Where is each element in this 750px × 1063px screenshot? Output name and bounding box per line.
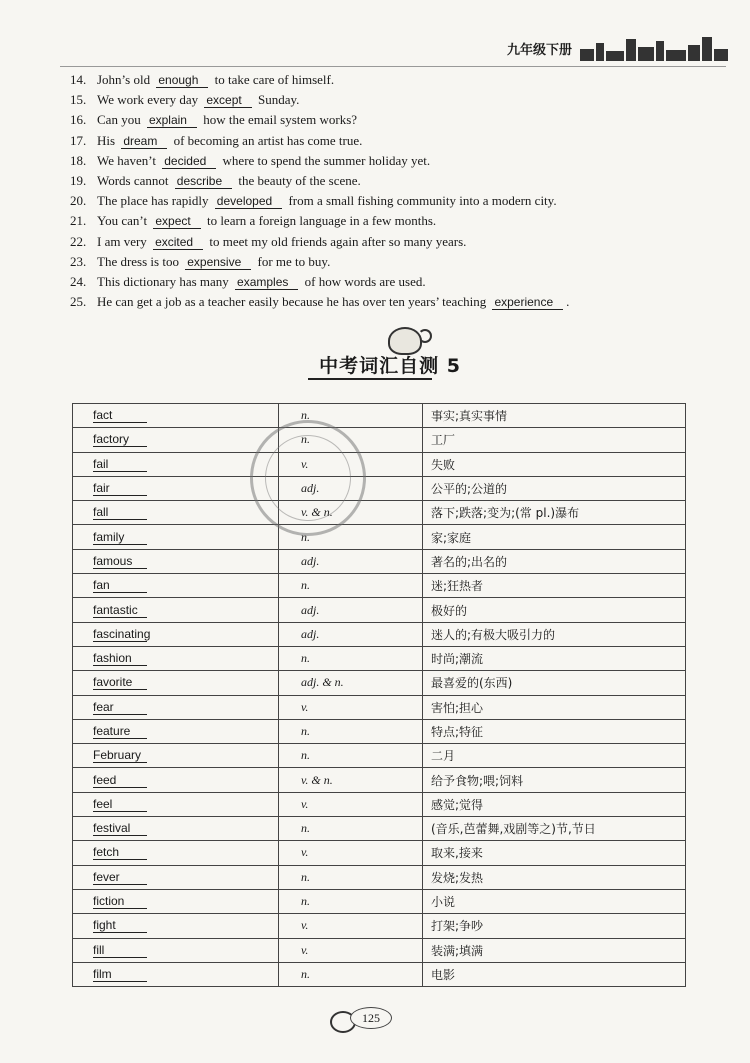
part-of-speech: v. & n. xyxy=(301,772,333,787)
word-cell xyxy=(73,938,279,962)
meaning-cell xyxy=(423,476,686,500)
exercise-sentences xyxy=(70,70,710,312)
word-cell xyxy=(73,452,279,476)
part-of-speech: n. xyxy=(301,651,310,666)
exercise-sentence xyxy=(70,131,710,151)
sentence-number: 22. xyxy=(70,233,87,249)
vocab-table xyxy=(72,403,686,987)
sentence-text: to learn a foreign language in a few months. xyxy=(203,213,437,229)
word-answer: fetch xyxy=(93,845,147,860)
pos-cell xyxy=(279,574,423,598)
sentence-number: 23. xyxy=(70,253,87,269)
answer-blank: describe xyxy=(175,174,232,189)
section-title: 中考词汇自测 5 xyxy=(319,355,461,377)
word-cell xyxy=(73,719,279,743)
sentence-text: This dictionary has many xyxy=(97,273,233,289)
table-row xyxy=(73,962,686,986)
meaning-cell xyxy=(423,501,686,525)
answer-blank: explain xyxy=(147,113,197,128)
word-cell xyxy=(73,671,279,695)
table-row xyxy=(73,501,686,525)
answer-blank: decided xyxy=(162,154,216,169)
sentence-number: 21. xyxy=(70,213,87,229)
exercise-sentence xyxy=(70,232,710,252)
part-of-speech: v. xyxy=(301,456,309,471)
meaning-cell xyxy=(423,865,686,889)
meaning-text: (音乐,芭蕾舞,戏剧等之)节,节日 xyxy=(431,822,596,837)
meaning-cell xyxy=(423,622,686,646)
exercise-sentence xyxy=(70,171,710,191)
word-cell xyxy=(73,549,279,573)
meaning-text: 电影 xyxy=(431,967,456,982)
page-footer xyxy=(0,1003,750,1033)
meaning-text: 迷人的;有极大吸引力的 xyxy=(431,627,556,642)
sentence-number: 24. xyxy=(70,273,87,289)
table-row xyxy=(73,889,686,913)
pos-cell xyxy=(279,865,423,889)
sentence-number: 14. xyxy=(70,72,87,87)
meaning-cell xyxy=(423,549,686,573)
meaning-text: 害怕;担心 xyxy=(431,700,484,715)
exercise-sentence xyxy=(70,70,710,90)
header-rule xyxy=(60,66,726,67)
word-answer: fact xyxy=(93,408,147,423)
sentence-text: of how words are used. xyxy=(301,273,426,289)
word-answer: fall xyxy=(93,505,147,520)
sentence-text: Words cannot xyxy=(97,172,172,188)
meaning-text: 工厂 xyxy=(431,433,456,448)
sentence-number: 16. xyxy=(70,112,87,128)
answer-blank: developed xyxy=(215,194,282,209)
pos-cell xyxy=(279,671,423,695)
part-of-speech: v. xyxy=(301,942,309,957)
sentence-text: of becoming an artist has come true. xyxy=(170,132,363,148)
part-of-speech: adj. xyxy=(301,553,320,568)
page-number: 125 xyxy=(350,1007,392,1029)
part-of-speech: n. xyxy=(301,578,310,593)
sentence-number: 18. xyxy=(70,152,87,168)
meaning-text: 最喜爱的(东西) xyxy=(431,676,513,691)
word-answer: festival xyxy=(93,821,147,836)
table-row xyxy=(73,719,686,743)
sentence-text: to take care of himself. xyxy=(211,72,335,87)
section-header xyxy=(0,325,750,385)
sentence-number: 17. xyxy=(70,132,87,148)
meaning-cell xyxy=(423,719,686,743)
meaning-text: 特点;特征 xyxy=(431,725,484,739)
word-answer: fan xyxy=(93,578,147,593)
meaning-text: 家;家庭 xyxy=(431,530,472,545)
part-of-speech: n. xyxy=(301,408,310,423)
sentence-text: Sunday. xyxy=(254,92,300,108)
word-answer: famous xyxy=(93,554,147,569)
table-row xyxy=(73,865,686,889)
pos-cell xyxy=(279,889,423,913)
meaning-text: 发烧;发热 xyxy=(431,870,484,885)
exercise-sentence xyxy=(70,292,710,312)
table-row xyxy=(73,452,686,476)
sentence-number: 25. xyxy=(70,294,87,310)
sentence-text: where to spend the summer holiday yet. xyxy=(219,152,431,168)
meaning-text: 公平的;公道的 xyxy=(431,482,508,497)
part-of-speech: adj. & n. xyxy=(301,675,344,690)
word-cell xyxy=(73,889,279,913)
word-answer: fair xyxy=(93,481,147,496)
exercise-sentence xyxy=(70,151,710,171)
meaning-cell xyxy=(423,962,686,986)
word-cell xyxy=(73,404,279,428)
answer-blank: examples xyxy=(235,275,298,290)
part-of-speech: adj. xyxy=(301,602,320,617)
word-answer: February xyxy=(93,748,147,763)
table-row xyxy=(73,914,686,938)
word-answer: favorite xyxy=(93,675,147,690)
word-cell xyxy=(73,501,279,525)
pos-cell xyxy=(279,549,423,573)
table-row xyxy=(73,841,686,865)
sentence-text: for me to buy. xyxy=(254,253,331,269)
pos-cell xyxy=(279,598,423,622)
sentence-number: 19. xyxy=(70,172,87,188)
meaning-cell xyxy=(423,744,686,768)
word-cell xyxy=(73,841,279,865)
part-of-speech: v. xyxy=(301,796,309,811)
answer-blank: experience xyxy=(492,295,563,310)
grade-label: 九年级下册 xyxy=(506,42,572,58)
table-row xyxy=(73,817,686,841)
meaning-cell xyxy=(423,525,686,549)
part-of-speech: n. xyxy=(301,894,310,909)
word-cell xyxy=(73,646,279,670)
table-row xyxy=(73,768,686,792)
title-underline xyxy=(308,378,432,380)
part-of-speech: n. xyxy=(301,966,310,981)
meaning-text: 事实;真实事情 xyxy=(431,409,508,424)
mascot-tail-icon xyxy=(418,329,432,343)
word-cell xyxy=(73,768,279,792)
word-answer: fantastic xyxy=(93,603,147,618)
word-cell xyxy=(73,865,279,889)
sentence-text: . xyxy=(566,294,570,310)
sentence-number: 20. xyxy=(70,193,87,209)
word-answer: fill xyxy=(93,943,147,958)
table-row xyxy=(73,792,686,816)
sentence-text: The dress is too xyxy=(97,253,183,269)
table-row xyxy=(73,938,686,962)
sentence-text: We work every day xyxy=(97,92,202,108)
meaning-cell xyxy=(423,768,686,792)
meaning-text: 取来,接来 xyxy=(431,846,483,861)
answer-blank: except xyxy=(204,93,251,108)
word-cell xyxy=(73,574,279,598)
answer-blank: excited xyxy=(153,235,203,250)
table-row xyxy=(73,525,686,549)
pos-cell xyxy=(279,744,423,768)
answer-blank: expect xyxy=(153,214,200,229)
word-cell xyxy=(73,792,279,816)
part-of-speech: adj. xyxy=(301,626,320,641)
exercise-sentence xyxy=(70,110,710,130)
meaning-text: 落下;跌落;变为;(常 pl.)瀑布 xyxy=(431,506,580,521)
part-of-speech: v. xyxy=(301,845,309,860)
sentence-text: how the email system works? xyxy=(199,112,358,128)
meaning-text: 打架;争吵 xyxy=(431,919,484,934)
word-cell xyxy=(73,428,279,452)
word-cell xyxy=(73,744,279,768)
word-answer: fever xyxy=(93,870,147,885)
meaning-cell xyxy=(423,817,686,841)
word-answer: family xyxy=(93,530,147,545)
sentence-text: the beauty of the scene. xyxy=(235,172,361,188)
pos-cell xyxy=(279,841,423,865)
meaning-text: 失败 xyxy=(431,457,456,472)
part-of-speech: v. xyxy=(301,699,309,714)
word-cell xyxy=(73,962,279,986)
table-row xyxy=(73,695,686,719)
word-answer: factory xyxy=(93,432,147,447)
word-answer: fight xyxy=(93,918,147,933)
table-row xyxy=(73,574,686,598)
sentence-text: The place has rapidly xyxy=(97,193,212,209)
pos-cell xyxy=(279,938,423,962)
table-row xyxy=(73,671,686,695)
pos-cell xyxy=(279,914,423,938)
exercise-sentence xyxy=(70,252,710,272)
page-header xyxy=(507,30,728,66)
meaning-cell xyxy=(423,695,686,719)
meaning-text: 极好的 xyxy=(431,603,468,618)
table-row xyxy=(73,404,686,428)
word-answer: fiction xyxy=(93,894,147,909)
exercise-sentence xyxy=(70,90,710,110)
table-row xyxy=(73,646,686,670)
meaning-text: 感觉;觉得 xyxy=(431,797,484,812)
word-cell xyxy=(73,622,279,646)
answer-blank: enough xyxy=(156,73,208,88)
meaning-cell xyxy=(423,889,686,913)
answer-blank: expensive xyxy=(185,255,251,270)
pos-cell xyxy=(279,768,423,792)
meaning-cell xyxy=(423,938,686,962)
part-of-speech: n. xyxy=(301,748,310,763)
meaning-text: 装满;填满 xyxy=(431,943,484,958)
meaning-text: 二月 xyxy=(431,749,456,764)
meaning-cell xyxy=(423,404,686,428)
word-answer: fear xyxy=(93,700,147,715)
pos-cell xyxy=(279,719,423,743)
pos-cell xyxy=(279,646,423,670)
sentence-text: to meet my old friends again after so many years. xyxy=(206,233,467,249)
pos-cell xyxy=(279,792,423,816)
meaning-cell xyxy=(423,914,686,938)
meaning-text: 小说 xyxy=(431,895,456,910)
meaning-text: 时尚;潮流 xyxy=(431,652,484,667)
meaning-text: 迷;狂热者 xyxy=(431,579,484,594)
pos-cell xyxy=(279,962,423,986)
part-of-speech: v. & n. xyxy=(301,505,333,520)
meaning-text: 著名的;出名的 xyxy=(431,554,508,569)
sentence-text: Can you xyxy=(97,112,144,128)
sentence-text: John’s old xyxy=(97,72,154,87)
word-cell xyxy=(73,695,279,719)
word-answer: fail xyxy=(93,457,147,472)
exercise-sentence xyxy=(70,272,710,292)
sentence-number: 15. xyxy=(70,92,87,108)
sentence-text: I am very xyxy=(97,233,151,249)
word-answer: feel xyxy=(93,797,147,812)
meaning-cell xyxy=(423,841,686,865)
word-cell xyxy=(73,817,279,841)
table-row xyxy=(73,549,686,573)
meaning-cell xyxy=(423,428,686,452)
word-answer: feed xyxy=(93,773,147,788)
sentence-text: You can’t xyxy=(97,213,151,229)
sentence-text: We haven’t xyxy=(97,152,160,168)
pos-cell xyxy=(279,817,423,841)
table-row xyxy=(73,476,686,500)
word-answer: feature xyxy=(93,724,147,739)
meaning-cell xyxy=(423,574,686,598)
meaning-cell xyxy=(423,792,686,816)
pos-cell xyxy=(279,622,423,646)
word-cell xyxy=(73,914,279,938)
table-row xyxy=(73,598,686,622)
part-of-speech: n. xyxy=(301,432,310,447)
meaning-text: 给予食物;喂;饲料 xyxy=(431,773,524,788)
meaning-cell xyxy=(423,646,686,670)
word-answer: film xyxy=(93,967,147,982)
word-cell xyxy=(73,598,279,622)
part-of-speech: n. xyxy=(301,724,310,738)
exercise-sentence xyxy=(70,211,710,231)
house-decoration-icon xyxy=(580,35,728,61)
exercise-sentence xyxy=(70,191,710,211)
word-answer: fascinating xyxy=(93,626,151,641)
meaning-cell xyxy=(423,452,686,476)
meaning-cell xyxy=(423,598,686,622)
pos-cell xyxy=(279,695,423,719)
part-of-speech: n. xyxy=(301,529,310,544)
answer-blank: dream xyxy=(121,134,167,149)
table-row xyxy=(73,622,686,646)
sentence-text: His xyxy=(97,132,119,148)
sentence-text: from a small fishing community into a modern city. xyxy=(285,193,557,209)
sentence-text: He can get a job as a teacher easily because he has over ten years’ teaching xyxy=(97,294,490,310)
word-cell xyxy=(73,525,279,549)
meaning-cell xyxy=(423,671,686,695)
table-row xyxy=(73,744,686,768)
word-answer: fashion xyxy=(93,651,147,666)
part-of-speech: adj. xyxy=(301,481,320,496)
table-row xyxy=(73,428,686,452)
part-of-speech: n. xyxy=(301,821,310,836)
part-of-speech: n. xyxy=(301,869,310,884)
word-cell xyxy=(73,476,279,500)
part-of-speech: v. xyxy=(301,918,309,933)
